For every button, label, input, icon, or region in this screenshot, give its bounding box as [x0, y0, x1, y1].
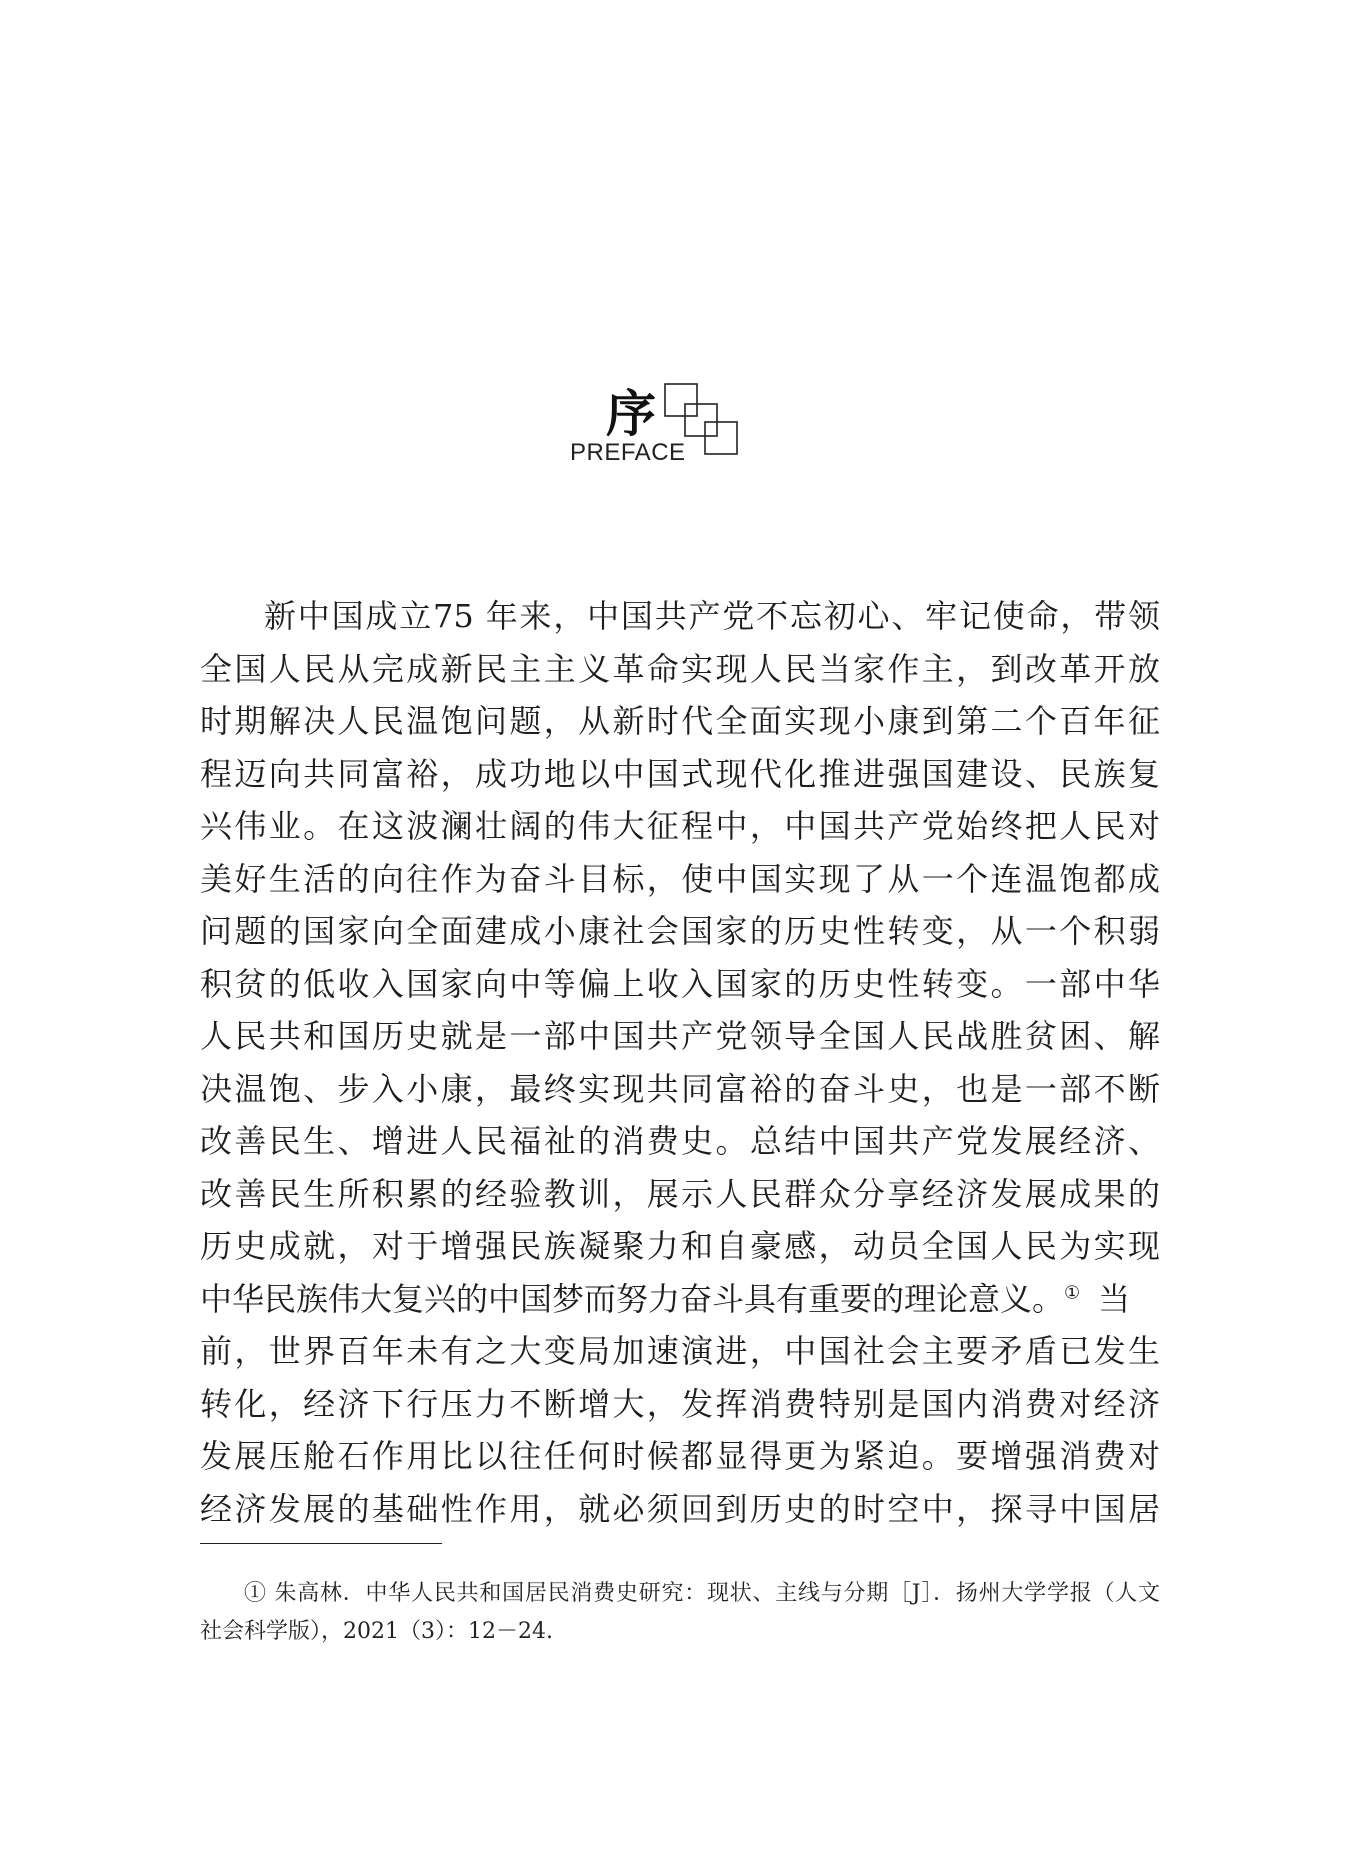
body-line-12: 改善民生所积累的经验教训，展示人民群众分享经济发展成果的: [200, 1174, 1160, 1213]
body-line-4: 程迈向共同富裕，成功地以中国式现代化推进强国建设、民族复: [200, 754, 1160, 793]
body-line-16: 转化，经济下行压力不断增大，发挥消费特别是国内消费对经济: [200, 1384, 1160, 1423]
body-line-14-tail: 当: [1098, 1279, 1131, 1318]
preface-title-en: PREFACE: [570, 439, 686, 466]
body-line-13: 历史成就，对于增强民族凝聚力和自豪感，动员全国人民为实现: [200, 1227, 1160, 1265]
footnote-line-1: ① 朱高林．中华人民共和国居民消费史研究：现状、主线与分期［J］．扬州大学学报（人文: [244, 1581, 1160, 1606]
preface-title-zh: 序: [606, 385, 656, 443]
body-line-7: 问题的国家向全面建成小康社会国家的历史性转变，从一个积弱: [200, 912, 1160, 950]
body-line-17: 发展压舱石作用比以往任何时候都显得更为紧迫。要增强消费对: [200, 1437, 1160, 1475]
body-line-5: 兴伟业。在这波澜壮阔的伟大征程中，中国共产党始终把人民对: [200, 807, 1160, 845]
preface-heading: [560, 382, 760, 472]
body-line-6: 美好生活的向往作为奋斗目标，使中国实现了从一个连温饱都成: [200, 859, 1160, 898]
preface-body: [200, 590, 1160, 1535]
body-line-10: 决温饱、步入小康，最终实现共同富裕的奋斗史，也是一部不断: [200, 1069, 1160, 1108]
footnote: [200, 1575, 1160, 1651]
footnote-divider: [200, 1543, 442, 1544]
body-line-3: 时期解决人民温饱问题，从新时代全面实现小康到第二个百年征: [200, 702, 1160, 740]
footnote-reference[interactable]: ①: [1064, 1281, 1081, 1303]
body-line-15: 前，世界百年未有之大变局加速演进，中国社会主要矛盾已发生: [200, 1332, 1160, 1370]
body-line-14: [200, 1273, 1160, 1326]
body-line-1: 新中国成立75 年来，中国共产党不忘初心、牢记使命，带领: [264, 597, 1160, 635]
footnote-line-2: 社会科学版），2021（3）：12－24.: [200, 1619, 553, 1644]
body-line-18: 经济发展的基础性作用，就必须回到历史的时空中，探寻中国居: [200, 1489, 1160, 1528]
body-line-2: 全国人民从完成新民主主义革命实现人民当家作主，到改革开放: [200, 649, 1160, 688]
body-line-9: 人民共和国历史就是一部中国共产党领导全国人民战胜贫困、解: [200, 1017, 1160, 1055]
body-line-8: 积贫的低收入国家向中等偏上收入国家的历史性转变。一部中华: [200, 964, 1160, 1003]
body-line-11: 改善民生、增进人民福祉的消费史。总结中国共产党发展经济、: [200, 1122, 1160, 1160]
body-line-14-text: 中华民族伟大复兴的中国梦而努力奋斗具有重要的理论意义。: [200, 1279, 1065, 1318]
